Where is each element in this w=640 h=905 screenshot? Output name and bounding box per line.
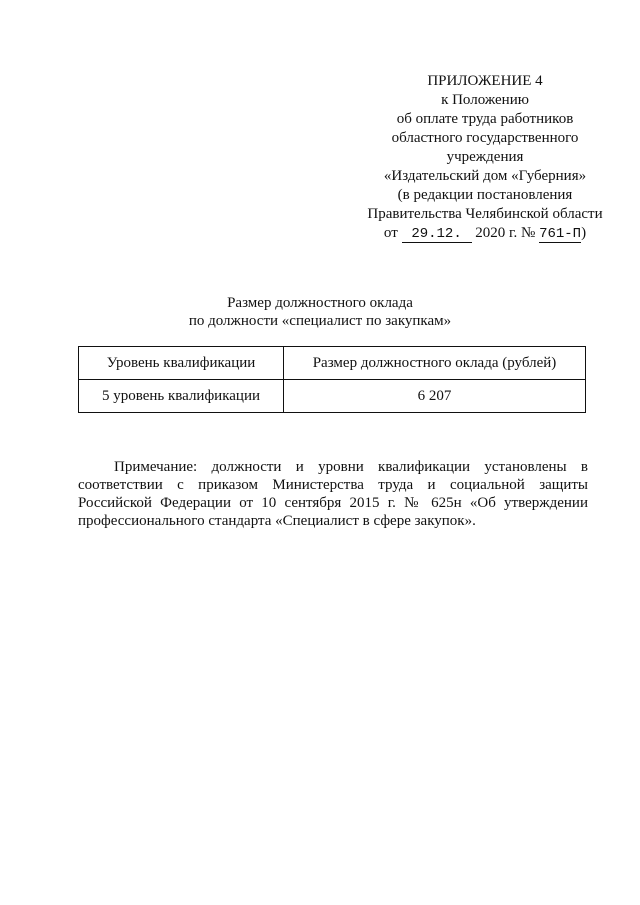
resolution-year: 2020 г. [475, 225, 518, 241]
table-row [79, 380, 586, 413]
resolution-date: 29.12. [402, 227, 472, 243]
resolution-date-line [340, 224, 630, 243]
appendix-line: «Издательский дом «Губерния» [383, 168, 587, 184]
appendix-line: (в редакции постановления [397, 187, 573, 203]
salary-table [78, 346, 586, 413]
number-sign: № [521, 225, 536, 241]
appendix-header [340, 72, 630, 243]
qualification-level-cell: 5 уровень квалификации [79, 380, 284, 413]
appendix-line: учреждения [446, 149, 524, 165]
title-line-2: по должности «специалист по закупкам» [188, 313, 452, 329]
appendix-line: областного государственного [391, 130, 579, 146]
salary-amount-cell: 6 207 [284, 380, 586, 413]
column-header-qualification: Уровень квалификации [79, 347, 284, 380]
note-paragraph: Примечание: должности и уровни квалификации установлены в соответствии с приказом Министерства труда и социальной защиты Российской Федерации от 10 сентября 2015 г. № 625н «Об утверждении профессионального стандарта «Специалист в сфере закупок». [78, 459, 588, 529]
column-header-salary: Размер должностного оклада (рублей) [284, 347, 586, 380]
appendix-line: Правительства Челябинской области [367, 206, 603, 222]
resolution-number: 761-П [539, 226, 582, 242]
date-prefix: от [383, 225, 398, 241]
title-line-1: Размер должностного оклада [227, 295, 413, 311]
appendix-title: ПРИЛОЖЕНИЕ 4 [427, 73, 543, 89]
closing-paren: ) [581, 225, 587, 241]
document-title [0, 294, 640, 330]
table-header-row [79, 347, 586, 380]
appendix-line: об оплате труда работников [396, 111, 574, 127]
appendix-line: к Положению [441, 92, 529, 108]
